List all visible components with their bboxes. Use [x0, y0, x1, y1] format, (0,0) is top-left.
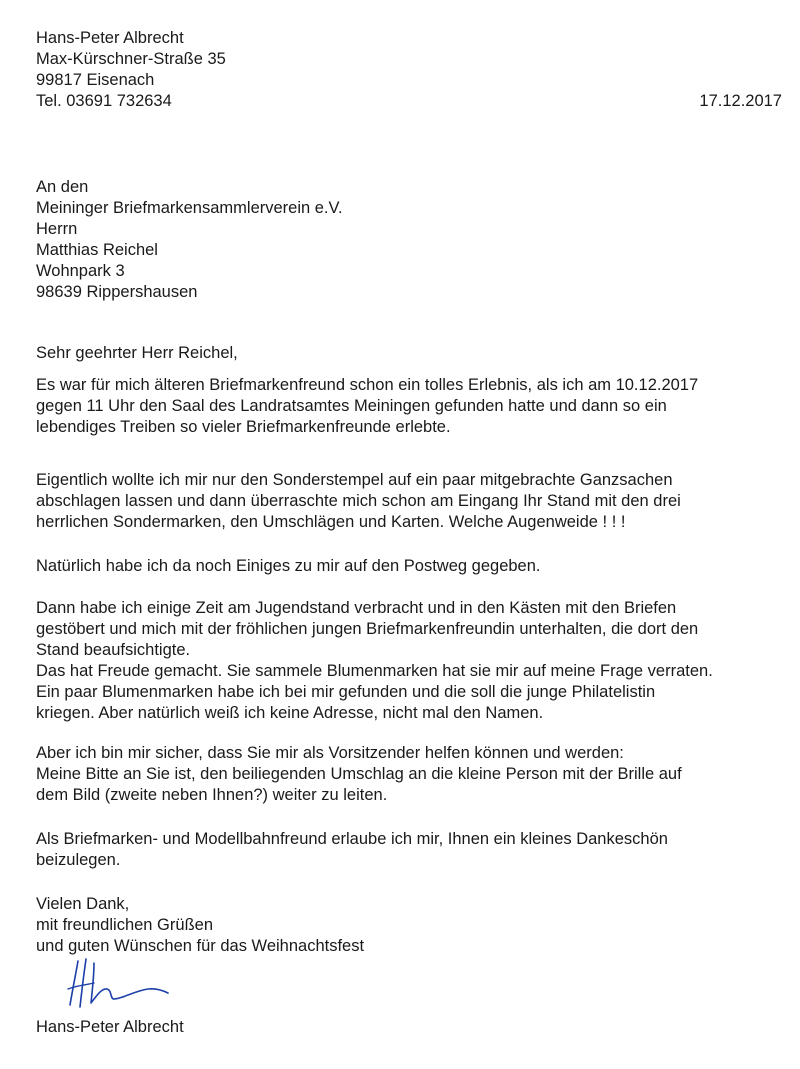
paragraph-line: Ein paar Blumenmarken habe ich bei mir gefunden und die soll die junge Philatelistin: [36, 683, 656, 701]
sender-city: 99817 Eisenach: [36, 71, 155, 89]
paragraph-line: Das hat Freude gemacht. Sie sammele Blumenmarken hat sie mir auf meine Frage verraten.: [36, 662, 713, 680]
recipient-city: 98639 Rippershausen: [36, 283, 198, 301]
closing-line: und guten Wünschen für das Weihnachtsfest: [36, 937, 365, 955]
paragraph-line: herrlichen Sondermarken, den Umschlägen und Karten. Welche Augenweide ! ! !: [36, 513, 626, 531]
paragraph-line: lebendiges Treiben so vieler Briefmarkenfreunde erlebte.: [36, 418, 451, 436]
paragraph-line: Dann habe ich einige Zeit am Jugendstand verbracht und in den Kästen mit den Briefen: [36, 599, 677, 617]
sender-name: Hans-Peter Albrecht: [36, 29, 184, 47]
paragraph-line: beizulegen.: [36, 851, 121, 869]
paragraph-line: Aber ich bin mir sicher, dass Sie mir als Vorsitzender helfen können und werden:: [36, 744, 624, 762]
sender-street: Max-Kürschner-Straße 35: [36, 50, 226, 68]
paragraph-3: [36, 556, 786, 577]
paragraph-2: [36, 470, 786, 533]
recipient-address-block: [36, 177, 556, 303]
paragraph-line: Natürlich habe ich da noch Einiges zu mir auf den Postweg gegeben.: [36, 557, 541, 575]
paragraph-line: Stand beaufsichtigte.: [36, 641, 191, 659]
paragraph-line: gegen 11 Uhr den Saal des Landratsamtes Meiningen gefunden hatte und dann so ein: [36, 397, 667, 415]
closing-line: mit freundlichen Grüßen: [36, 916, 213, 934]
closing-line: Vielen Dank,: [36, 895, 130, 913]
paragraph-line: gestöbert und mich mit der fröhlichen jungen Briefmarkenfreundin unterhalten, die dort den: [36, 620, 699, 638]
salutation: Sehr geehrter Herr Reichel,: [36, 344, 238, 362]
sender-phone: Tel. 03691 732634: [36, 92, 172, 110]
signer-name: Hans-Peter Albrecht: [36, 1018, 184, 1036]
paragraph-1: [36, 375, 786, 438]
closing-block: [36, 894, 636, 957]
paragraph-line: Es war für mich älteren Briefmarkenfreund schon ein tolles Erlebnis, als ich am 10.12.2017: [36, 376, 699, 394]
recipient-title: Herrn: [36, 220, 78, 238]
recipient-organization: Meininger Briefmarkensammlerverein e.V.: [36, 199, 343, 217]
recipient-street: Wohnpark 3: [36, 262, 125, 280]
paragraph-line: Als Briefmarken- und Modellbahnfreund erlaube ich mir, Ihnen ein kleines Dankeschön: [36, 830, 668, 848]
paragraph-5: [36, 743, 786, 806]
recipient-name: Matthias Reichel: [36, 241, 158, 259]
letter-date: 17.12.2017: [699, 92, 782, 110]
recipient-line1: An den: [36, 178, 89, 196]
paragraph-4: [36, 598, 786, 724]
paragraph-line: Eigentlich wollte ich mir nur den Sonderstempel auf ein paar mitgebrachte Ganzsachen: [36, 471, 673, 489]
paragraph-line: kriegen. Aber natürlich weiß ich keine Adresse, nicht mal den Namen.: [36, 704, 544, 722]
sender-address-block: [36, 28, 456, 112]
handwritten-signature-icon: [64, 955, 174, 1015]
paragraph-6: [36, 829, 786, 871]
paragraph-line: abschlagen lassen und dann überraschte mich schon am Eingang Ihr Stand mit den drei: [36, 492, 681, 510]
paragraph-line: Meine Bitte an Sie ist, den beiliegenden Umschlag an die kleine Person mit der Brille auf: [36, 765, 682, 783]
paragraph-line: dem Bild (zweite neben Ihnen?) weiter zu leiten.: [36, 786, 388, 804]
